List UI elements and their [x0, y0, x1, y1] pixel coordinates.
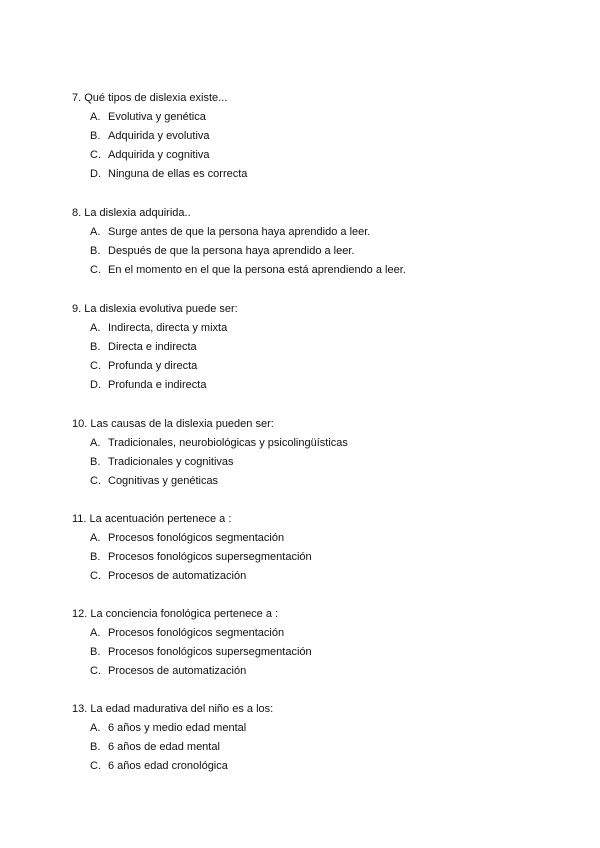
- option-letter: B.: [90, 456, 101, 468]
- option-letter: B.: [90, 245, 101, 257]
- option-letter: B.: [90, 551, 101, 563]
- question-text: 11. La acentuación pertenece a :: [72, 513, 232, 525]
- question-text: 8. La dislexia adquirida..: [72, 207, 191, 219]
- option-letter: A.: [90, 722, 101, 734]
- option-letter: C.: [90, 570, 101, 582]
- option-text: Procesos fonológicos segmentación: [108, 532, 285, 544]
- option-text: Procesos de automatización: [108, 570, 247, 582]
- option-letter: B.: [90, 341, 101, 353]
- option-letter: A.: [90, 627, 101, 639]
- option-text: Surge antes de que la persona haya aprendido a leer.: [108, 226, 371, 238]
- option-letter: D.: [90, 379, 101, 391]
- option-text: 6 años y medio edad mental: [108, 722, 247, 734]
- option-letter: B.: [90, 130, 101, 142]
- option-letter: C.: [90, 149, 101, 161]
- option-text: Procesos fonológicos supersegmentación: [108, 551, 312, 563]
- option-text: Ninguna de ellas es correcta: [108, 168, 248, 180]
- option-text: Evolutiva y genética: [108, 111, 206, 123]
- option-letter: A.: [90, 437, 101, 449]
- option-letter: A.: [90, 111, 101, 123]
- option-letter: C.: [90, 264, 101, 276]
- option-text: Profunda y directa: [108, 360, 198, 372]
- option-text: Profunda e indirecta: [108, 379, 207, 391]
- option-text: Procesos fonológicos segmentación: [108, 627, 285, 639]
- option-text: Procesos fonológicos supersegmentación: [108, 646, 312, 658]
- option-letter: B.: [90, 646, 101, 658]
- option-letter: C.: [90, 360, 101, 372]
- question-text: 12. La conciencia fonológica pertenece a :: [72, 608, 279, 620]
- option-letter: D.: [90, 168, 101, 180]
- question-text: 10. Las causas de la dislexia pueden ser:: [72, 418, 274, 430]
- question-text: 13. La edad madurativa del niño es a los:: [72, 703, 274, 715]
- option-letter: B.: [90, 741, 101, 753]
- option-text: Adquirida y evolutiva: [108, 130, 210, 142]
- option-text: Cognitivas y genéticas: [108, 475, 219, 487]
- option-letter: A.: [90, 322, 101, 334]
- option-text: Después de que la persona haya aprendido a leer.: [108, 245, 355, 257]
- option-letter: C.: [90, 475, 101, 487]
- option-text: Indirecta, directa y mixta: [108, 322, 228, 334]
- option-letter: A.: [90, 226, 101, 238]
- option-text: Procesos de automatización: [108, 665, 247, 677]
- option-letter: C.: [90, 665, 101, 677]
- question-text: 7. Qué tipos de dislexia existe...: [72, 92, 228, 104]
- option-text: 6 años edad cronológica: [108, 760, 228, 772]
- option-text: Tradicionales y cognitivas: [108, 456, 234, 468]
- question-text: 9. La dislexia evolutiva puede ser:: [72, 303, 238, 315]
- option-text: En el momento en el que la persona está aprendiendo a leer.: [108, 264, 406, 276]
- option-text: Directa e indirecta: [108, 341, 197, 353]
- option-text: Tradicionales, neurobiológicas y psicolingüísticas: [108, 437, 348, 449]
- option-text: Adquirida y cognitiva: [108, 149, 210, 161]
- option-letter: C.: [90, 760, 101, 772]
- option-letter: A.: [90, 532, 101, 544]
- option-text: 6 años de edad mental: [108, 741, 220, 753]
